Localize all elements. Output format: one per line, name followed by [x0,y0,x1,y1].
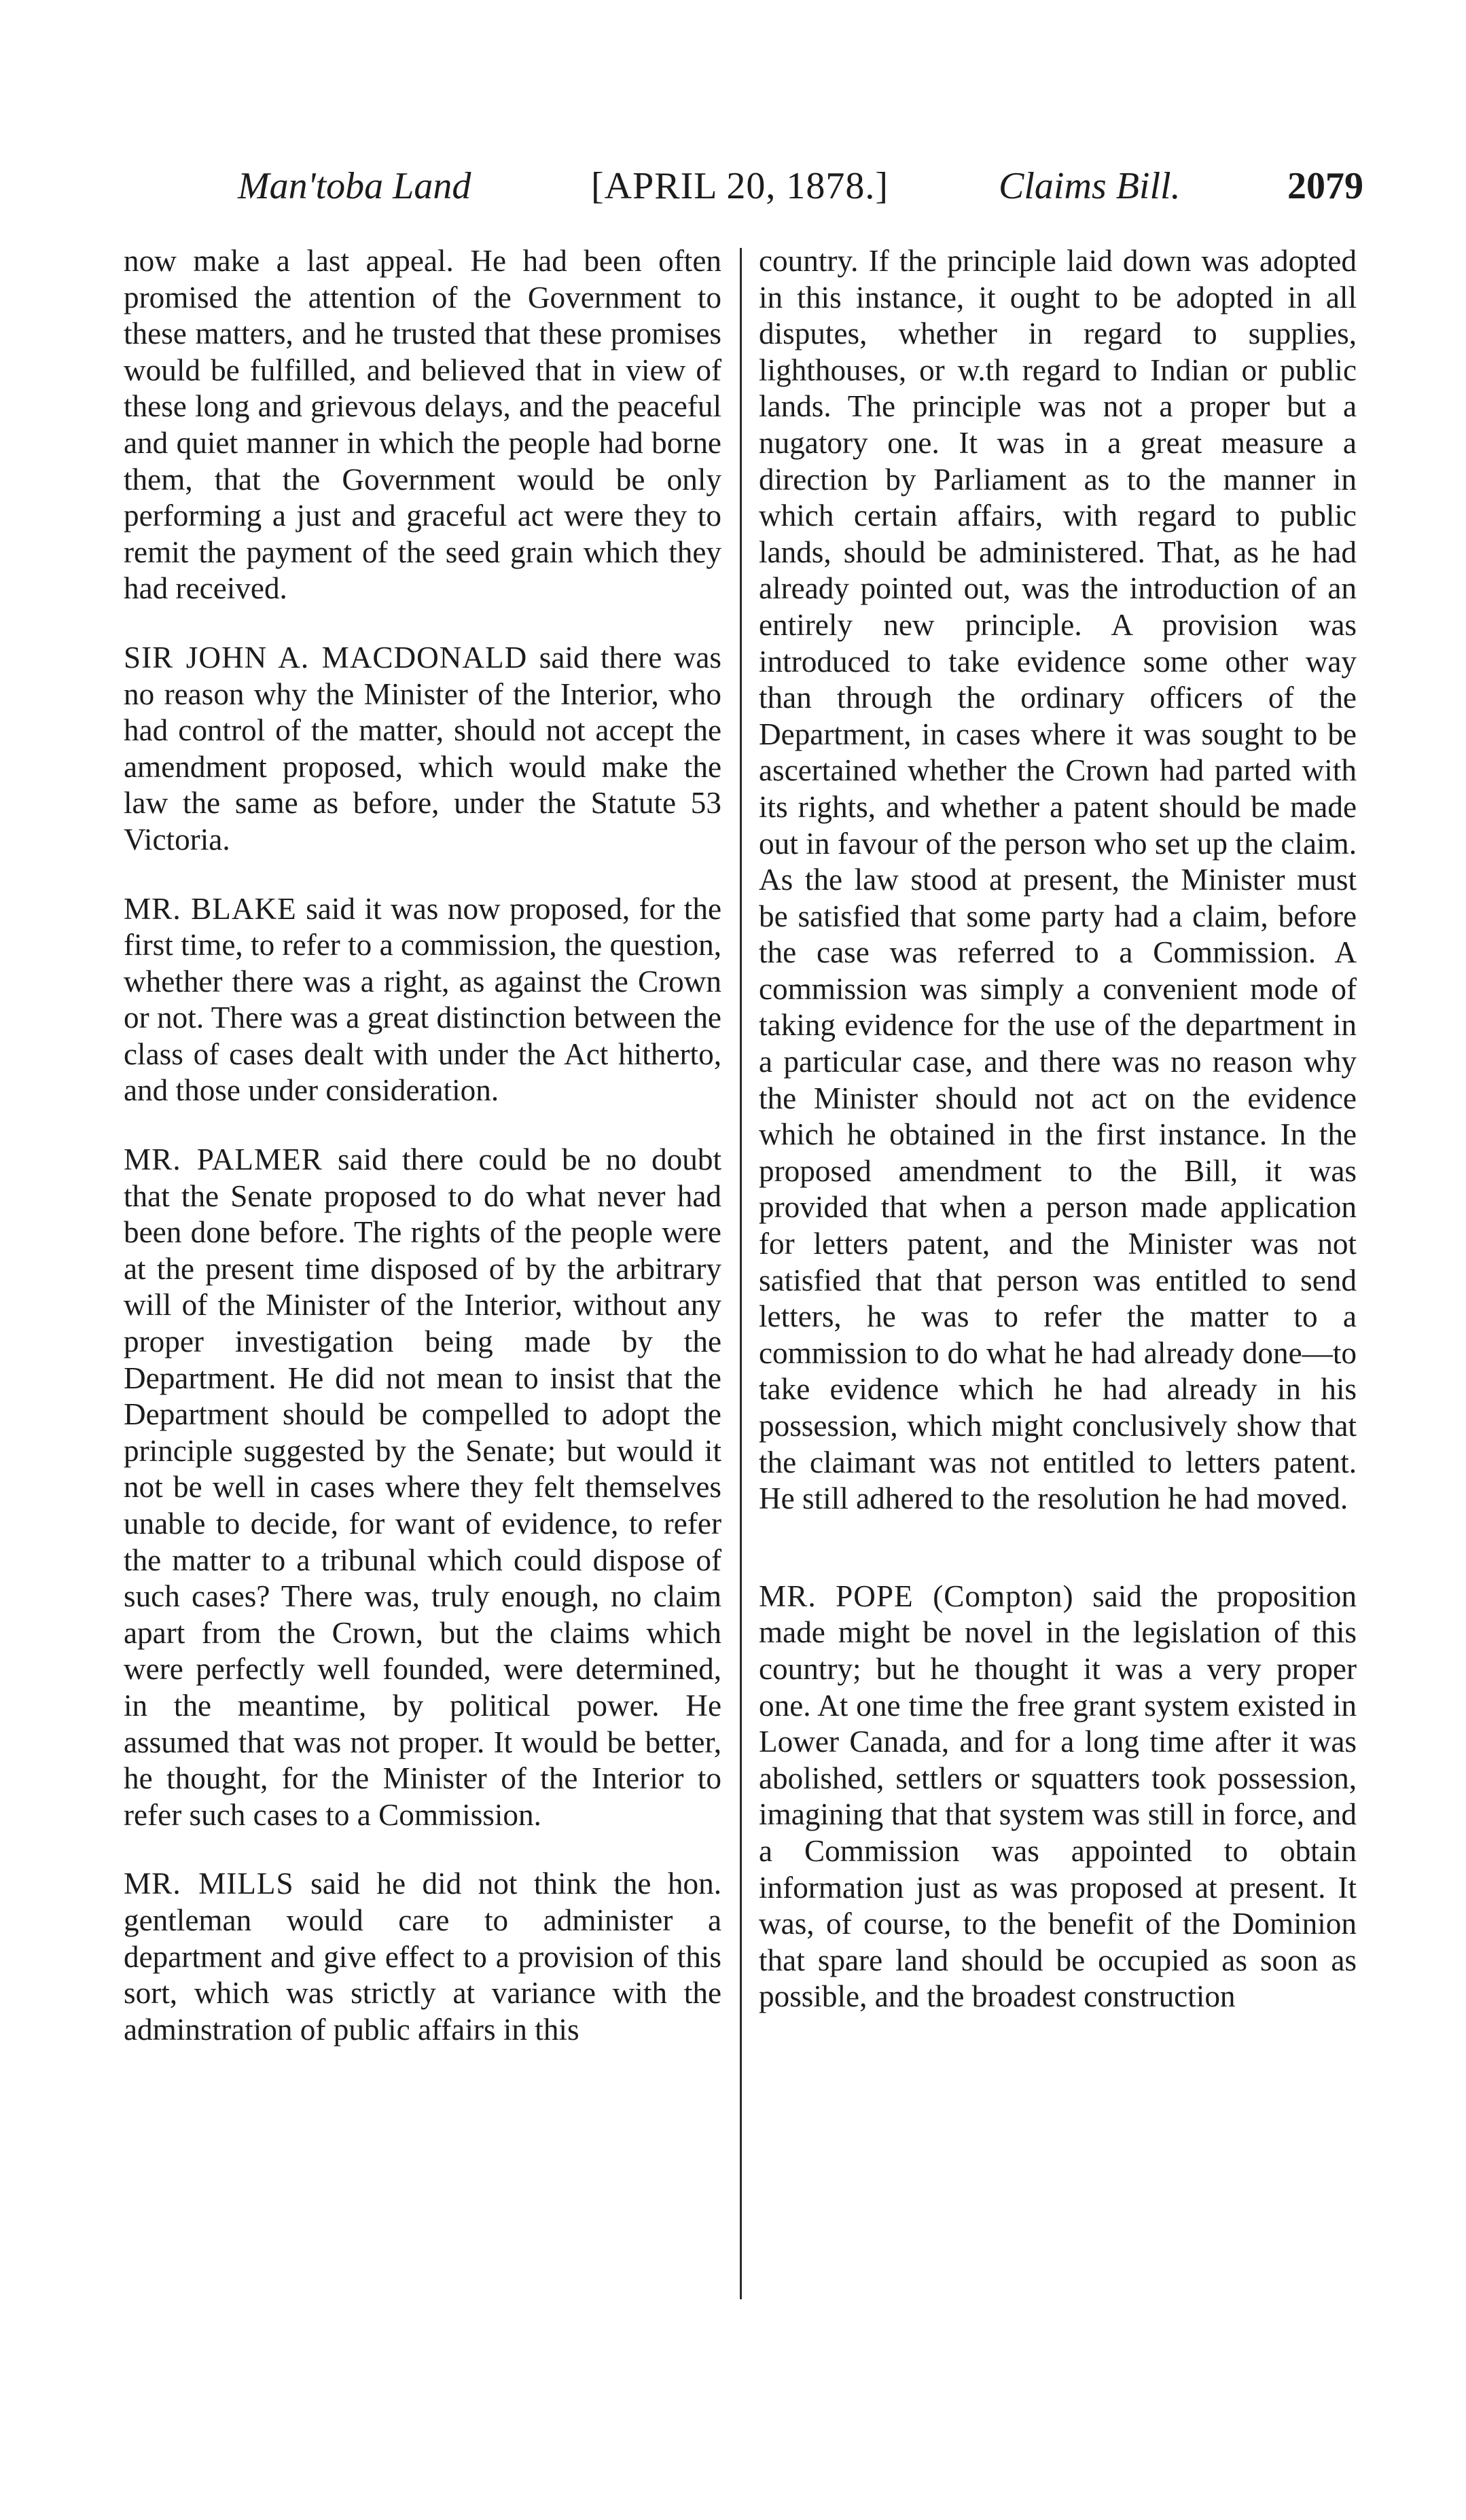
paragraph-text: said there was no reason why the Minister of the Interior, who had control of the matter, should not accept the amendment proposed, which would make the law the same as before, under the Statute 53 Victoria. [124,640,722,857]
paragraph [124,891,721,1110]
running-header [122,158,1363,219]
paragraph [124,1142,721,1833]
paragraph-text: country. If the principle laid down was adopted in this instance, it ought to be adopted in all disputes, whether in regard to supplies, lighthouses, or w.th regard to Indian or public lands. The principle was not a proper but a nugatory one. It was in a great measure a direction by Parliament as to the manner in which certain affairs, with regard to public lands, should be administered. That, as he had already pointed out, was the introduction of an entirely new principle. A provision was introduced to take evidence some other way than through the ordinary officers of the Department, in cases where it was sought to be ascertained whether the Crown had parted with its rights, and whether a patent should be made out in favour of the person who set up the claim. As the law stood at present, the Minister must be satisfied that some party had a claim, before the case was referred to a Commission. A commission was simply a convenient mode of taking evidence for the use of the department in a particular case, and there was no reason why the Minister should not act on the evidence which he obtained in the first instance. In the proposed amendment to the Bill, it was provided that when a person made application for letters patent, and the Minister was not satisfied that that person was entitled to send letters, he was to refer the matter to a commission to do what he had already done—to take evidence which he had already in his possession, which might conclusively show that the claimant was not entitled to letters patent. He still adhered to the resolution he had moved. [759,244,1357,1516]
header-date: [APRIL 20, 1878.] [591,165,889,207]
header-left-title: Man'toba Land [238,165,471,207]
paragraph [124,640,721,859]
paragraph-text: said he did not think the hon. gentleman would care to administer a department and give effect to a provision of this sort, which was strictly at variance with the adminstration of public affairs in this [124,1867,721,2047]
paragraph-text: now make a last appeal. He had been often promised the attention of the Government to these matters, and he trusted that these promises would be fulfilled, and believed that in view of these long and grievous delays, and the peaceful and quiet manner in which the people had borne them, that the Government would be only performing a just and graceful act were they to remit the payment of the seed grain which they had received. [124,244,721,606]
page-number: 2079 [1287,165,1363,207]
right-column [759,243,1357,2015]
paragraph [759,243,1357,1517]
paragraph-text: said it was now proposed, for the first time, to refer to a commission, the question, whether there was a right, as against the Crown or not. There was a great distinction between the class of cases dealt with under the Act hitherto, and those under consideration. [124,891,722,1108]
paragraph [124,243,721,607]
paragraph [124,1866,721,2048]
paragraph-text: said there could be no doubt that the Senate proposed to do what never had been done before. The rights of the people were at the present time disposed of by the arbitrary will of the Minister of the Interior, without any proper investigation being made by the Department. He did not mean to insist that the Department should be compelled to adopt the principle suggested by the Senate; but would it not be well in cases where they felt themselves unable to decide, for want of evidence, to refer the matter to a tribunal which could dispose of such cases? There was, truly enough, no claim apart from the Crown, but the claims which were perfectly well founded, were determined, in the meantime, by political power. He assumed that was not proper. It would be better, he thought, for the Minister of the Interior to refer such cases to a Commission. [124,1142,721,1832]
speaker-name: MR. MILLS [124,1867,294,1901]
speaker-name: SIR JOHN A. MACDONALD [124,640,528,674]
speaker-name: MR. BLAKE [124,891,297,926]
paragraph-text: said the proposition made might be novel in the legislation of this country; but he thought it was a very proper one. At one time the free grant system existed in Lower Canada, and for a long time after it was abolished, settlers or squatters took possession, imagining that that system was still in force, and a Commission was appointed to obtain information just as was proposed at present. It was, of course, to the benefit of the Dominion that spare land should be occupied as soon as possible, and the broadest construction [759,1579,1357,2014]
column-divider [740,248,742,2299]
speaker-name: MR. POPE (Compton) [759,1579,1074,1613]
speaker-name: MR. PALMER [124,1142,323,1177]
header-right-title: Claims Bill. [999,165,1181,207]
left-column [124,243,721,2048]
paragraph [759,1579,1357,2015]
